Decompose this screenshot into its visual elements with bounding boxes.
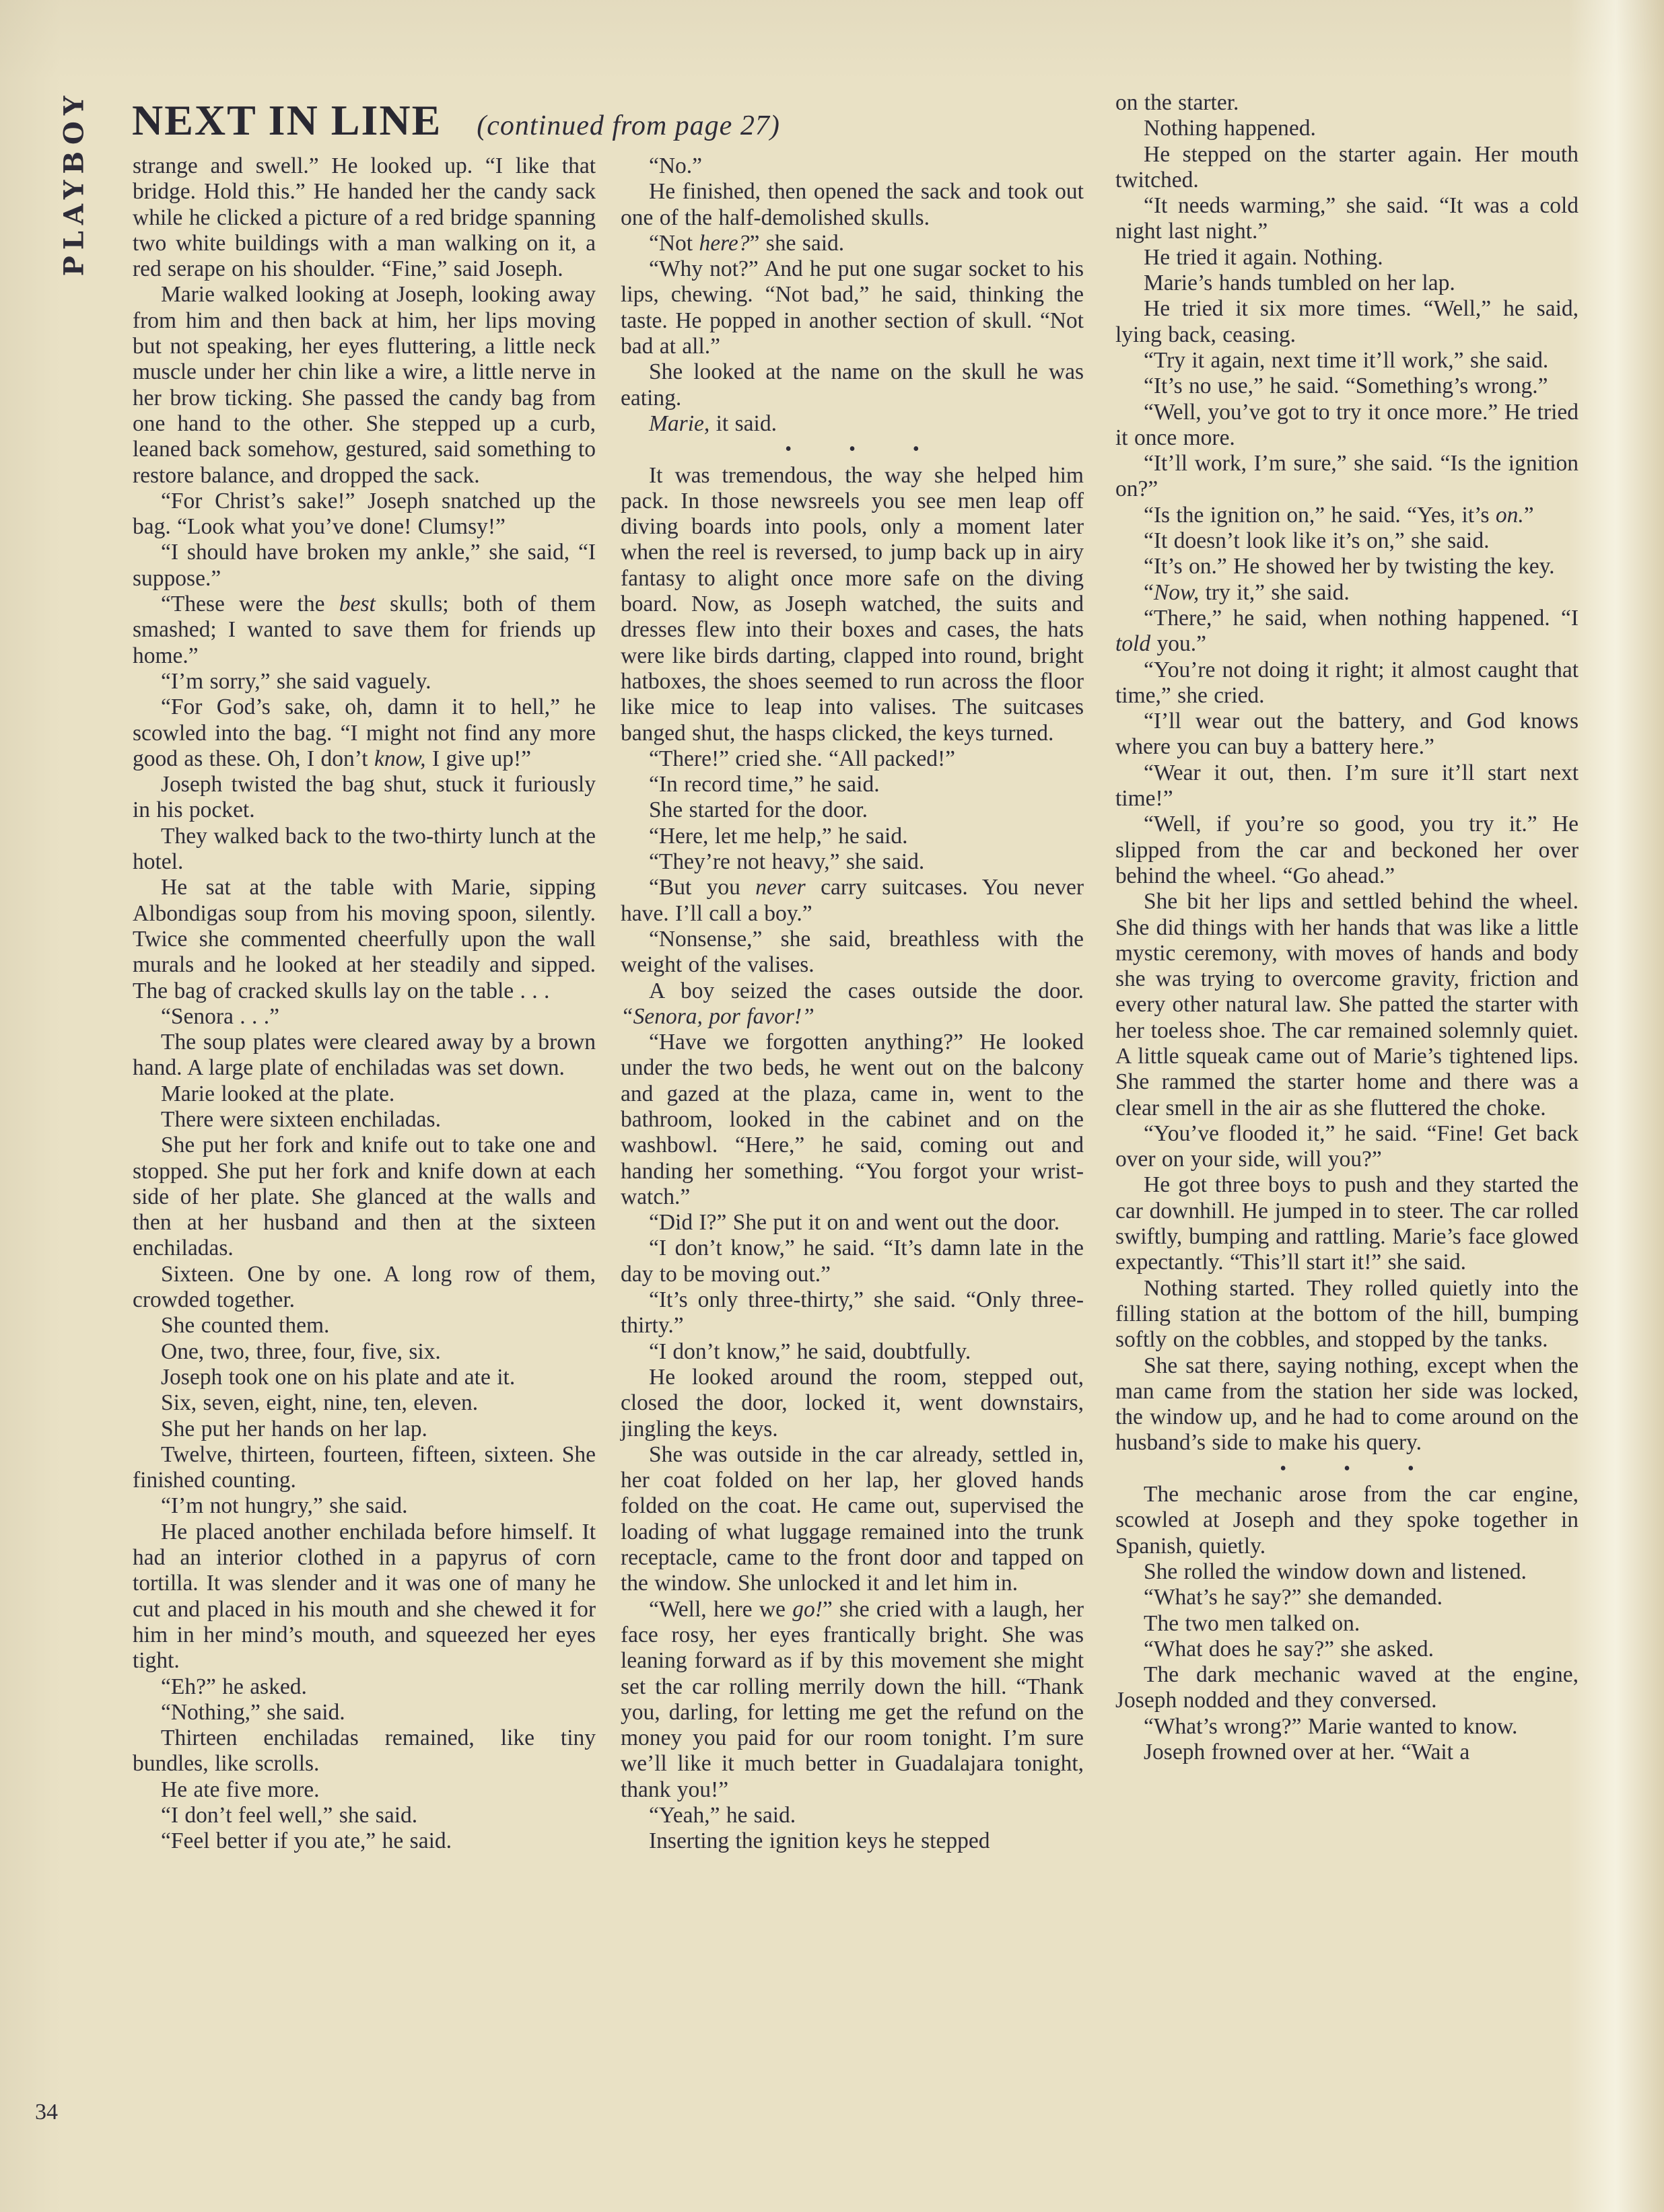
story-paragraph: She put her fork and knife out to take one and stopped. She put her fork and knife down at each side of her plate. She glanced at the walls and then at her husband and then at the sixteen enchiladas. bbox=[133, 1133, 596, 1261]
story-paragraph: The dark mechanic waved at the engine, Joseph nodded and they conversed. bbox=[1115, 1662, 1579, 1713]
story-paragraph: “It’s only three-thirty,” she said. “Only three-thirty.” bbox=[621, 1287, 1084, 1339]
article-header bbox=[132, 96, 780, 145]
story-paragraph: “Why not?” And he put one sugar socket to his lips, chewing. “Not bad,” he said, thinking the taste. He popped in another section of skull. “Not bad at all.” bbox=[621, 256, 1084, 359]
story-paragraph: “No.” bbox=[649, 153, 703, 178]
story-paragraph: They walked back to the two-thirty lunch at the hotel. bbox=[133, 823, 596, 875]
story-paragraph: “For God’s sake, oh, damn it to hell,” he scowled into the bag. “I might not find any more good as these. Oh, I don’t know, I give up!” bbox=[133, 694, 596, 771]
story-paragraph: “It’ll work, I’m sure,” she said. “Is the ignition on?” bbox=[1115, 451, 1579, 502]
story-paragraph: “Nothing,” she said. bbox=[161, 1699, 345, 1725]
story-paragraph: There were sixteen enchiladas. bbox=[161, 1106, 441, 1132]
story-paragraph: Marie looked at the plate. bbox=[161, 1081, 395, 1106]
story-paragraph: “It’s no use,” he said. “Something’s wrong.” bbox=[1144, 373, 1548, 399]
story-paragraph: “Yeah,” he said. bbox=[649, 1803, 796, 1828]
story-paragraph: Thirteen enchiladas remained, like tiny bundles, like scrolls. bbox=[133, 1725, 596, 1777]
story-paragraph: “What’s wrong?” Marie wanted to know. bbox=[1144, 1713, 1518, 1739]
story-paragraph: She put her hands on her lap. bbox=[161, 1416, 427, 1441]
story-paragraph: “In record time,” he said. bbox=[649, 772, 880, 797]
story-paragraph: He tried it again. Nothing. bbox=[1144, 244, 1383, 270]
continued-from-note: (continued from page 27) bbox=[477, 110, 780, 141]
story-paragraph: Marie, it said. bbox=[649, 411, 777, 436]
story-paragraph: Twelve, thirteen, fourteen, fifteen, sixteen. She finished counting. bbox=[133, 1441, 596, 1493]
story-paragraph: “It needs warming,” she said. “It was a cold night last night.” bbox=[1115, 193, 1579, 244]
story-paragraph: “Well, here we go!” she cried with a laugh, her face rosy, her eyes frantically bright. She was leaning forward as if by this movement she might set the car rolling merrily down the hill. “Thank you, darling, for letting me get the refund on the money you paid for our room tonight. I’m sure we’ll like it much better in Guadalajara tonight, thank you!” bbox=[621, 1596, 1084, 1802]
story-paragraph: He stepped on the starter again. Her mouth twitched. bbox=[1115, 141, 1579, 192]
story-paragraph: “Did I?” She put it on and went out the door. bbox=[649, 1210, 1060, 1236]
story-paragraph: Sixteen. One by one. A long row of them, crowded together. bbox=[133, 1261, 596, 1313]
story-paragraph: He ate five more. bbox=[161, 1777, 320, 1802]
story-paragraph: She was outside in the car already, settled in, her coat folded on her lap, her gloved hands folded on the coat. He came out, supervised the loading of what luggage remained into the trunk receptacle, came to the front door and tapped on the window. She unlocked it and let him in. bbox=[621, 1441, 1084, 1596]
story-paragraph: “I’m sorry,” she said vaguely. bbox=[161, 668, 431, 694]
story-paragraph: She counted them. bbox=[161, 1313, 330, 1339]
story-paragraph: “Feel better if you ate,” he said. bbox=[161, 1828, 452, 1854]
story-paragraph: He sat at the table with Marie, sipping Albondigas soup from his moving spoon, silently. Twice she commented cheerfully upon the wall murals and he looked at her steadily and sipped. The bag of cracked skulls lay on the table . . . bbox=[133, 875, 596, 1003]
story-paragraph: The soup plates were cleared away by a brown hand. A large plate of enchiladas was set down. bbox=[133, 1030, 596, 1081]
story-paragraph: She sat there, saying nothing, except when the man came from the station her side was locked, the window up, and he had to come around on the husband’s side to make his query. bbox=[1115, 1353, 1579, 1456]
story-paragraph: “These were the best skulls; both of them smashed; I wanted to save them for friends up home.” bbox=[133, 592, 596, 668]
story-paragraph: “Now, try it,” she said. bbox=[1144, 579, 1350, 605]
story-paragraph: She rolled the window down and listened. bbox=[1144, 1559, 1527, 1584]
story-paragraph: The two men talked on. bbox=[1144, 1610, 1360, 1636]
story-paragraph: “Well, if you’re so good, you try it.” He slipped from the car and beckoned her over behind the wheel. “Go ahead.” bbox=[1115, 812, 1579, 888]
story-paragraph: One, two, three, four, five, six. bbox=[161, 1339, 441, 1364]
story-paragraph: “Wear it out, then. I’m sure it’ll start next time!” bbox=[1115, 760, 1579, 812]
story-paragraph: “There,” he said, when nothing happened. “I told you.” bbox=[1115, 605, 1579, 657]
story-paragraph: “Eh?” he asked. bbox=[161, 1674, 307, 1699]
story-paragraph: “Not here?” she said. bbox=[649, 230, 845, 256]
story-paragraph: She started for the door. bbox=[649, 797, 868, 823]
story-paragraph: “You’re not doing it right; it almost caught that time,” she cried. bbox=[1115, 657, 1579, 708]
story-paragraph: “I don’t know,” he said, doubtfully. bbox=[649, 1339, 971, 1364]
story-paragraph: Nothing started. They rolled quietly into the filling station at the bottom of the hill, bumping softly on the cobbles, and stopped by the tanks. bbox=[1115, 1275, 1579, 1353]
story-paragraph: A boy seized the cases outside the door. “Senora, por favor!” bbox=[621, 978, 1084, 1029]
section-separator: • • • bbox=[785, 439, 920, 460]
page-number: 34 bbox=[35, 2100, 58, 2125]
story-paragraph: “I’ll wear out the battery, and God knows where you can buy a battery here.” bbox=[1115, 709, 1579, 760]
story-paragraph: He got three boys to push and they started the car downhill. He jumped in to steer. The car rolled swiftly, bumping and rattling. Marie’s face glowed expectantly. “This’ll start it!” she said. bbox=[1115, 1172, 1579, 1275]
story-paragraph: “Have we forgotten anything?” He looked under the two beds, he went out on the balcony and gazed at the plaza, came in, went to the bathroom, looked in the cabinet and on the washbowl. “Here,” he said, coming out and handing her something. “You forgot your wrist-watch.” bbox=[621, 1030, 1084, 1209]
story-paragraph: “Try it again, next time it’ll work,” she said. bbox=[1144, 347, 1549, 373]
story-paragraph: “It’s on.” He showed her by twisting the key. bbox=[1144, 554, 1555, 579]
story-paragraph: Inserting the ignition keys he stepped bbox=[649, 1828, 990, 1854]
story-paragraph: “I don’t feel well,” she said. bbox=[161, 1803, 418, 1828]
story-column-2 bbox=[621, 153, 1084, 1855]
story-paragraph: “I don’t know,” he said. “It’s damn late in the day to be moving out.” bbox=[621, 1236, 1084, 1287]
story-paragraph: “Here, let me help,” he said. bbox=[649, 823, 908, 849]
story-paragraph: The mechanic arose from the car engine, scowled at Joseph and they spoke together in Spanish, quietly. bbox=[1115, 1482, 1579, 1559]
story-paragraph: She bit her lips and settled behind the wheel. She did things with her hands that was like a little mystic ceremony, with moves of hands and body she was trying to overcome gravity, friction and every other natural law. She patted the starter with her toeless shoe. The car remained solemnly quiet. A little squeak came out of Marie’s tightened lips. She rammed the starter home and there was a clear smell in the air as she fluttered the choke. bbox=[1115, 889, 1579, 1120]
story-paragraph: Marie’s hands tumbled on her lap. bbox=[1144, 271, 1455, 296]
story-paragraph: strange and swell.” He looked up. “I like that bridge. Hold this.” He handed her the candy sack while he clicked a picture of a red bridge spanning two white buildings with a man walking on it, a red serape on his shoulder. “Fine,” said Joseph. bbox=[133, 153, 596, 282]
story-paragraph: Six, seven, eight, nine, ten, eleven. bbox=[161, 1390, 479, 1416]
story-paragraph: Marie walked looking at Joseph, looking away from him and then back at him, her lips moving but not speaking, her eyes fluttering, a little neck muscle under her chin like a wire, a little nerve in her brow ticking. She passed the candy bag from one hand to the other. She stepped up a curb, leaned back somehow, gestured, said something to restore balance, and dropped the sack. bbox=[133, 282, 596, 488]
story-paragraph: “You’ve flooded it,” he said. “Fine! Get back over on your side, will you?” bbox=[1115, 1120, 1579, 1172]
story-paragraph: “It doesn’t look like it’s on,” she said. bbox=[1144, 528, 1490, 554]
story-paragraph: “For Christ’s sake!” Joseph snatched up the bag. “Look what you’ve done! Clumsy!” bbox=[133, 488, 596, 540]
story-paragraph: He finished, then opened the sack and took out one of the half-demolished skulls. bbox=[621, 179, 1084, 230]
story-paragraph: Nothing happened. bbox=[1144, 116, 1316, 141]
story-paragraph: “Senora . . .” bbox=[161, 1003, 280, 1029]
story-paragraph: He placed another enchilada before himself. It had an interior clothed in a papyrus of corn tortilla. It was slender and it was one of many he cut and placed in his mouth and she chewed it for him in her mind’s mouth, and squeezed her eyes tight. bbox=[133, 1519, 596, 1674]
story-paragraph: on the starter. bbox=[1115, 90, 1239, 115]
magazine-masthead-vertical: PLAYBOY bbox=[58, 90, 90, 277]
story-paragraph: Joseph took one on his plate and ate it. bbox=[161, 1364, 516, 1390]
section-separator: • • • bbox=[1280, 1458, 1414, 1479]
story-paragraph: “I should have broken my ankle,” she said, “I suppose.” bbox=[133, 540, 596, 591]
story-paragraph: “What does he say?” she asked. bbox=[1144, 1636, 1434, 1662]
story-paragraph: “But you never carry suitcases. You never have. I’ll call a boy.” bbox=[621, 875, 1084, 926]
story-column-3 bbox=[1115, 90, 1579, 1765]
story-column-1 bbox=[133, 153, 596, 1855]
story-paragraph: “What’s he say?” she demanded. bbox=[1144, 1585, 1443, 1610]
story-paragraph: She looked at the name on the skull he was eating. bbox=[621, 359, 1084, 411]
story-paragraph: “Is the ignition on,” he said. “Yes, it’s on.” bbox=[1144, 502, 1534, 528]
story-paragraph: He tried it six more times. “Well,” he said, lying back, ceasing. bbox=[1115, 296, 1579, 347]
story-paragraph: “Nonsense,” she said, breathless with the weight of the valises. bbox=[621, 926, 1084, 978]
story-paragraph: “Well, you’ve got to try it once more.” He tried it once more. bbox=[1115, 399, 1579, 450]
story-paragraph: “There!” cried she. “All packed!” bbox=[649, 746, 956, 771]
story-paragraph: Joseph frowned over at her. “Wait a bbox=[1144, 1740, 1470, 1764]
story-paragraph: He looked around the room, stepped out, closed the door, locked it, went downstairs, jingling the keys. bbox=[621, 1364, 1084, 1441]
story-paragraph: Joseph twisted the bag shut, stuck it furiously in his pocket. bbox=[133, 772, 596, 823]
story-paragraph: “They’re not heavy,” she said. bbox=[649, 849, 925, 875]
story-paragraph: “I’m not hungry,” she said. bbox=[161, 1493, 408, 1519]
article-title: NEXT IN LINE bbox=[132, 96, 442, 144]
story-paragraph: It was tremendous, the way she helped him pack. In those newsreels you see men leap off diving boards into pools, only a moment later when the reel is reversed, to jump back up in airy fantasy to alight once more safe on the diving board. Now, as Joseph watched, the suits and dresses flew into their boxes and cases, the hats were like birds darting, clapped into round, bright hatboxes, the shoes seemed to run across the floor like mice to leap into valises. The suitcases banged shut, the hasps clicked, the keys turned. bbox=[621, 462, 1084, 746]
